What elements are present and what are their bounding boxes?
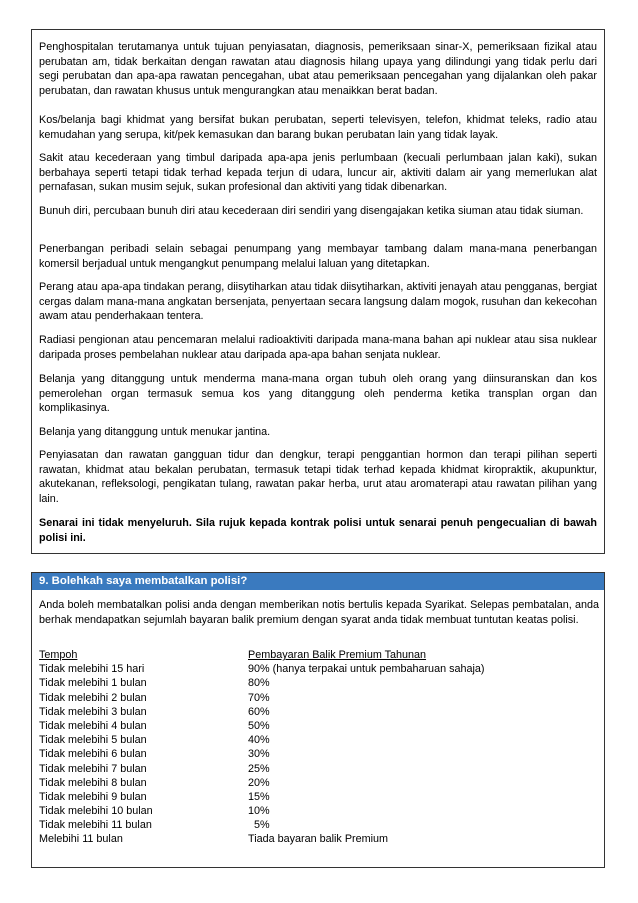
table-row	[39, 790, 599, 804]
refund-cell: 10%	[248, 805, 270, 818]
exclusions-box	[31, 29, 605, 554]
table-row	[39, 818, 599, 832]
exclusion-paragraph: Belanja yang ditanggung untuk menukar jantina.	[39, 426, 271, 438]
table-row	[39, 676, 599, 690]
exclusion-paragraph: Penghospitalan terutamanya untuk tujuan penyiasatan, diagnosis, pemeriksaan sinar-X, pemeriksaan fizikal atau perubatan am, tidak berkaitan dengan rawatan atau diagnosis hilang upaya yang dilindungi yang tidak perlu dari segi perubatan dan apa-apa rawatan pencegahan, ubat atau pemeriksaan pencegahan yang dijalankan oleh pakar perubatan, dan rawatan khusus untuk mengurangkan atau menaikkan berat badan.	[39, 41, 597, 97]
exclusion-paragraph: Kos/belanja bagi khidmat yang bersifat bukan perubatan, seperti televisyen, telefon, khidmat teleks, radio atau kemudahan yang serupa, kit/pek kemasukan dan barang bukan perubatan lain yang tidak layak.	[39, 114, 597, 141]
table-header-row	[39, 648, 599, 662]
exclusions-note: Senarai ini tidak menyeluruh. Sila rujuk kepada kontrak polisi untuk senarai penuh pengecualian di bawah polisi ini.	[39, 517, 597, 544]
period-cell: Tidak melebihi 6 bulan	[39, 748, 147, 761]
col-header-period: Tempoh	[39, 649, 78, 661]
exclusion-paragraph: Sakit atau kecederaan yang timbul daripada apa-apa jenis perlumbaan (kecuali perlumbaan jalan kaki), sukan berbahaya seperti tetapi tidak terhad kepada terjun di udara, luncur air, aktiviti dalam air yang memerlukan alat pernafasan, sukan musim sejuk, sukan profesional dan aktiviti yang tidak dibenarkan.	[39, 152, 597, 194]
cancel-policy-box	[31, 572, 605, 868]
col-header-refund: Pembayaran Balik Premium Tahunan	[248, 649, 427, 661]
table-row	[39, 804, 599, 818]
cancel-intro: Anda boleh membatalkan polisi anda dengan memberikan notis bertulis kepada Syarikat. Selepas pembatalan, anda berhak mendapatkan sejumlah bayaran balik premium dengan syarat anda tidak membuat tuntutan keatas polisi.	[39, 599, 599, 626]
refund-cell: 40%	[248, 734, 270, 747]
period-cell: Tidak melebihi 8 bulan	[39, 776, 147, 789]
table-row	[39, 719, 599, 733]
exclusion-paragraph: Perang atau apa-apa tindakan perang, diisytiharkan atau tidak diisytiharkan, aktiviti jenayah atau pengganas, bergiat cergas dalam mana-mana angkatan bersenjata, penyertaan secara langsung dalam mogok, rusuhan dan kekecohan awam atau penderhakaan tentera.	[39, 281, 597, 323]
refund-cell: Tiada bayaran balik Premium	[248, 833, 389, 846]
refund-cell: 5%	[248, 819, 270, 832]
period-cell: Melebihi 11 bulan	[39, 833, 123, 846]
refund-table	[39, 648, 599, 847]
section-heading: 9. Bolehkah saya membatalkan polisi?	[32, 573, 604, 590]
table-row	[39, 776, 599, 790]
period-cell: Tidak melebihi 4 bulan	[39, 719, 147, 732]
table-row	[39, 691, 599, 705]
exclusion-paragraph: Penerbangan peribadi selain sebagai penumpang yang membayar tambang dalam mana-mana penerbangan komersil berjadual untuk mengangkut penumpang melalui laluan yang ditetapkan.	[39, 243, 597, 270]
refund-cell: 60%	[248, 705, 270, 718]
period-cell: Tidak melebihi 10 bulan	[39, 805, 153, 818]
exclusion-paragraph: Penyiasatan dan rawatan gangguan tidur dan dengkur, terapi penggantian hormon dan terapi pilihan seperti rawatan, khidmat atau bekalan perubatan, termasuk tetapi tidak terhad kepada khidmat kiropraktik, akupunktur, akutekanan, refleksologi, pengikatan tulang, rawatan pakar herba, urut atau aromaterapi atau rawatan pilihan yang lain.	[39, 449, 597, 505]
refund-cell: 15%	[248, 790, 270, 803]
table-row	[39, 662, 599, 676]
table-row	[39, 705, 599, 719]
exclusion-paragraph: Bunuh diri, percubaan bunuh diri atau kecederaan diri sendiri yang disengajakan ketika siuman atau tidak siuman.	[39, 205, 584, 217]
period-cell: Tidak melebihi 3 bulan	[39, 705, 147, 718]
period-cell: Tidak melebihi 11 bulan	[39, 819, 152, 832]
table-row	[39, 762, 599, 776]
refund-cell: 30%	[248, 748, 270, 761]
exclusion-paragraph: Radiasi pengionan atau pencemaran melalui radioaktiviti daripada mana-mana bahan api nuklear atau sisa nuklear daripada proses pembelahan nuklear atau daripada apa-apa bahan senjata nuklear.	[39, 334, 597, 361]
refund-cell: 80%	[248, 677, 270, 690]
period-cell: Tidak melebihi 15 hari	[39, 663, 145, 676]
period-cell: Tidak melebihi 7 bulan	[39, 762, 147, 775]
refund-cell: 70%	[248, 691, 270, 704]
refund-cell: 50%	[248, 719, 270, 732]
refund-cell: 20%	[248, 776, 270, 789]
table-row	[39, 747, 599, 761]
table-row	[39, 832, 599, 846]
period-cell: Tidak melebihi 1 bulan	[39, 677, 147, 690]
refund-cell: 25%	[248, 762, 270, 775]
period-cell: Tidak melebihi 2 bulan	[39, 691, 147, 704]
table-row	[39, 733, 599, 747]
period-cell: Tidak melebihi 5 bulan	[39, 734, 147, 747]
refund-cell: 90% (hanya terpakai untuk pembaharuan sahaja)	[248, 663, 485, 676]
period-cell: Tidak melebihi 9 bulan	[39, 790, 147, 803]
exclusion-paragraph: Belanja yang ditanggung untuk menderma mana-mana organ tubuh oleh orang yang diinsuranskan dan kos pemerolehan organ termasuk semua kos yang ditanggung oleh penderma ketika transplan organ dan komplikasinya.	[39, 373, 597, 415]
